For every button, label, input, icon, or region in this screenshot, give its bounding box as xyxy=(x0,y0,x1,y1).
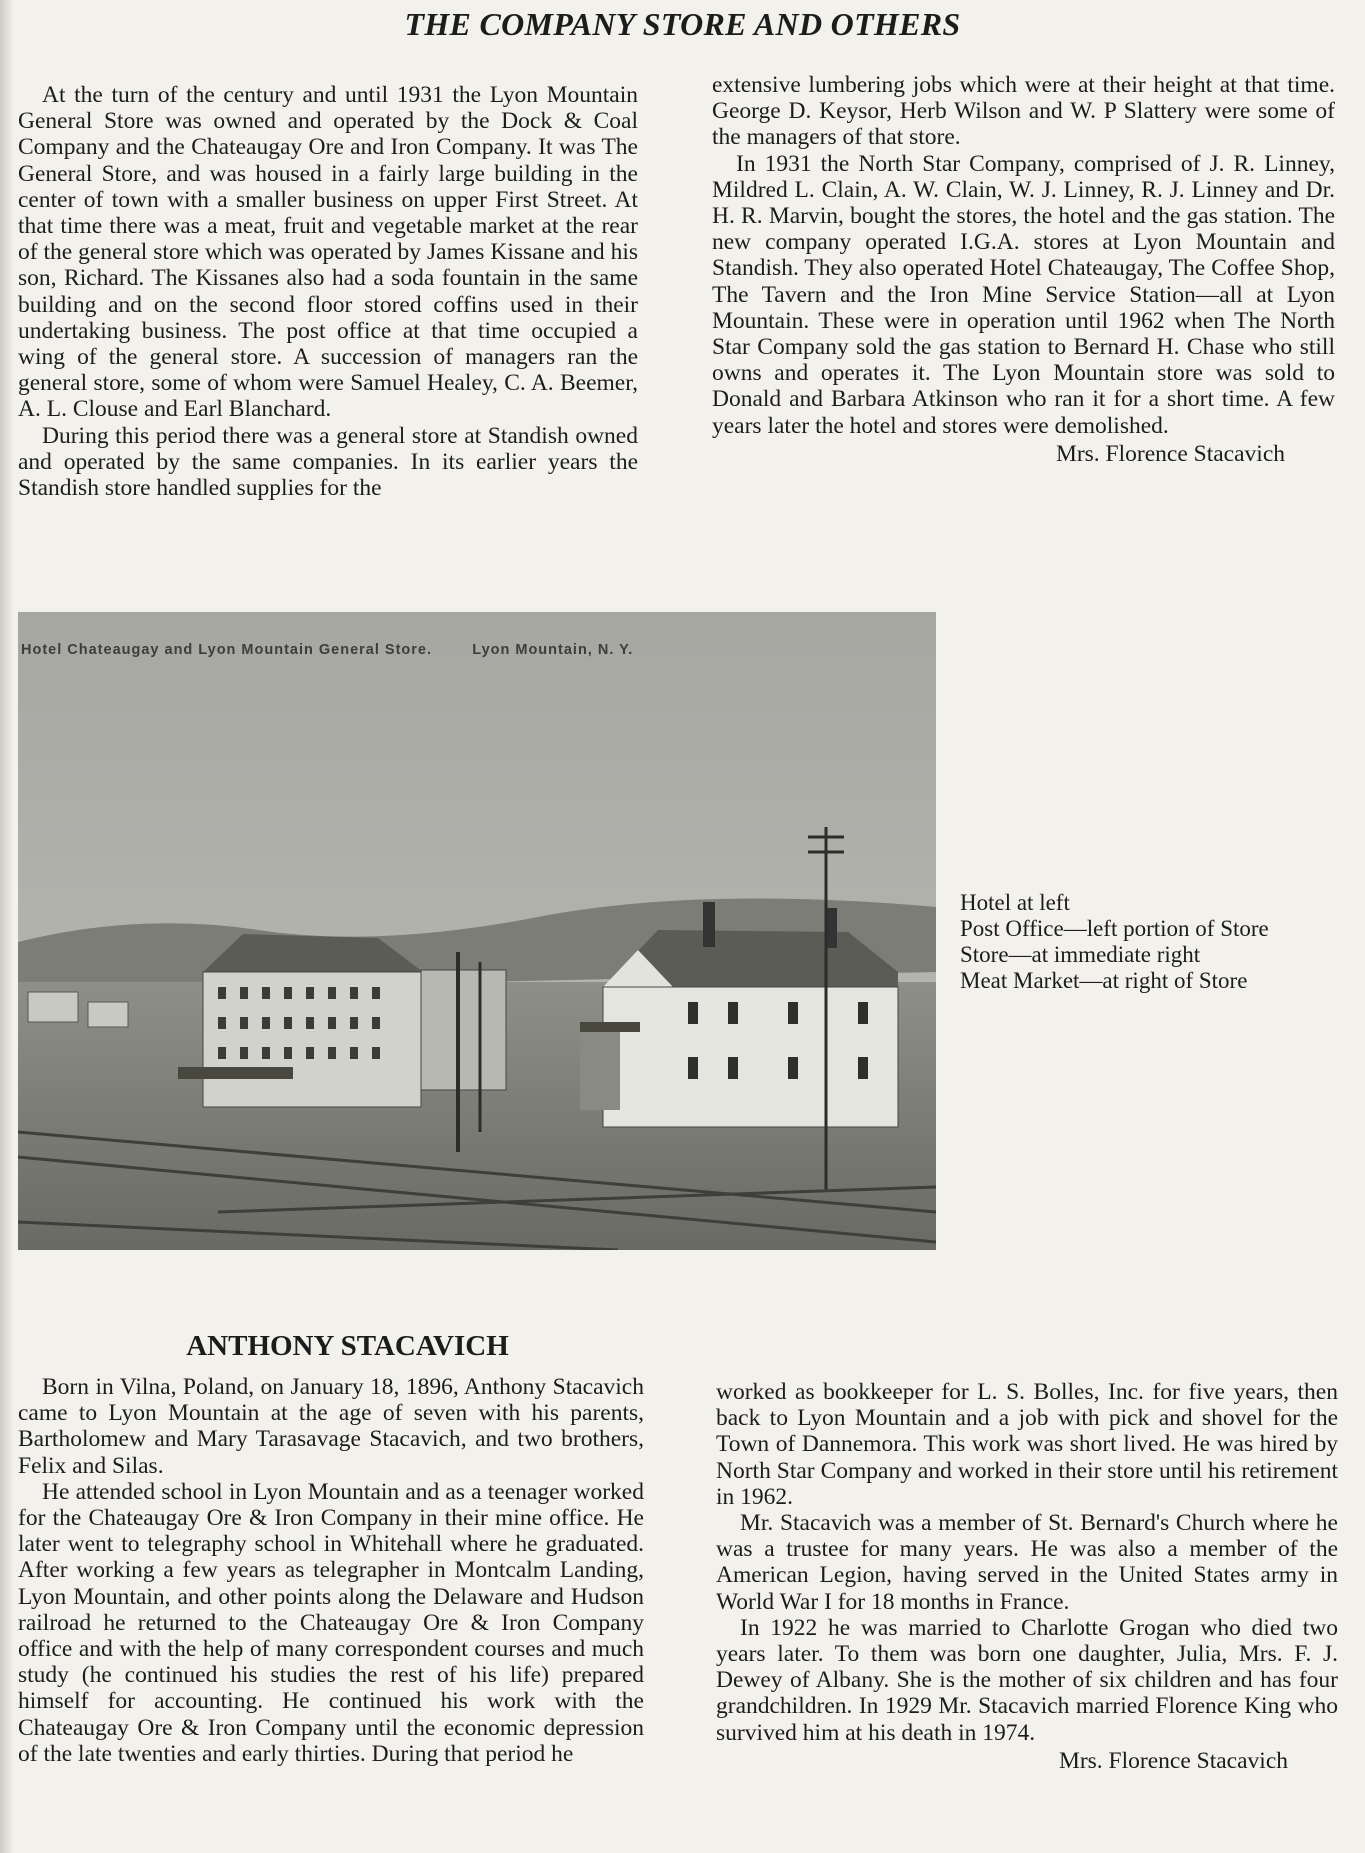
legend-line: Hotel at left xyxy=(960,890,1070,915)
author-signature: Mrs. Florence Stacavich xyxy=(1058,1747,1288,1774)
article-column-1 xyxy=(18,82,638,501)
photo-caption xyxy=(21,642,633,658)
article-column-3 xyxy=(18,1374,644,1767)
photo-caption-right: Lyon Mountain, N. Y. xyxy=(472,642,634,658)
article-column-2 xyxy=(712,72,1335,467)
paragraph: extensive lumbering jobs which were at their height at that time. George D. Keysor, Herb Wilson and W. P Slattery were some of the managers of that store. xyxy=(712,72,1335,151)
photo-caption-left: Hotel Chateaugay and Lyon Mountain General Store. xyxy=(21,642,433,658)
page-title: THE COMPANY STORE AND OTHERS xyxy=(404,6,961,42)
photo-legend xyxy=(960,890,1269,994)
paragraph: worked as bookkeeper for L. S. Bolles, Inc. for five years, then back to Lyon Mountain and a job with pick and shovel for the Town of Dannemora. This work was short lived. He was hired by North Star Company and worked in their store until his retirement in 1962. xyxy=(716,1379,1338,1510)
legend-line: Meat Market—at right of Store xyxy=(960,968,1248,993)
article-column-4 xyxy=(716,1379,1338,1774)
legend-line: Store—at immediate right xyxy=(960,942,1201,967)
photo-illustration xyxy=(18,612,936,1250)
paragraph: In 1922 he was married to Charlotte Grogan who died two years later. To them was born one daughter, Julia, Mrs. F. J. Dewey of Albany. She is the mother of six children and has four grandchildren. In 1929 Mr. Stacavich married Florence King who survived him at his death in 1974. xyxy=(716,1614,1338,1746)
author-signature: Mrs. Florence Stacavich xyxy=(1055,440,1285,467)
paragraph: Born in Vilna, Poland, on January 18, 1896, Anthony Stacavich came to Lyon Mountain at the age of seven with his parents, Bartholomew and Mary Tarasavage Stacavich, and two brothers, Felix and Silas. xyxy=(18,1374,644,1479)
paragraph: During this period there was a general store at Standish owned and operated by the same companies. In its earlier years the Standish store handled supplies for the xyxy=(18,422,638,502)
paragraph: In 1931 the North Star Company, comprised of J. R. Linney, Mildred L. Clain, A. W. Clain, W. J. Linney, R. J. Linney and Dr. H. R. Marvin, bought the stores, the hotel and the gas station. The new company operated I.G.A. stores at Lyon Mountain and Standish. They also operated Hotel Chateaugay, The Coffee Shop, The Tavern and the Iron Mine Service Station—all at Lyon Mountain. These were in operation until 1962 when The North Star Company sold the gas station to Bernard H. Chase who still owns and operates it. The Lyon Mountain store was sold to Donald and Barbara Atkinson who ran it for a short time. A few years later the hotel and stores were demolished. xyxy=(712,150,1335,439)
historic-photo xyxy=(18,612,936,1250)
paragraph: Mr. Stacavich was a member of St. Bernard's Church where he was a trustee for many years. He was also a member of the American Legion, having served in the United States army in World War I for 18 months in France. xyxy=(716,1510,1338,1615)
legend-line: Post Office—left portion of Store xyxy=(960,916,1269,941)
paragraph: He attended school in Lyon Mountain and as a teenager worked for the Chateaugay Ore & Iron Company in their mine office. He later went to telegraphy school in Whitehall where he graduated. After working a few years as telegrapher in Montcalm Landing, Lyon Mountain, and other points along the Delaware and Hudson railroad he returned to the Chateaugay Ore & Iron Company office and with the help of many correspondent courses and much study (he continued his studies the rest of his life) prepared himself for accounting. He continued his work with the Chateaugay Ore & Iron Company until the economic depression of the late twenties and early thirties. During that period he xyxy=(18,1478,644,1767)
paragraph: At the turn of the century and until 1931 the Lyon Mountain General Store was owned and operated by the Dock & Coal Company and the Chateaugay Ore and Iron Company. It was The General Store, and was housed in a fairly large building in the center of town with a smaller business on upper First Street. At that time there was a meat, fruit and vegetable market at the rear of the general store which was operated by James Kissane and his son, Richard. The Kissanes also had a soda fountain in the same building and on the second floor stored coffins used in their undertaking business. The post office at that time occupied a wing of the general store. A succession of managers ran the general store, some of whom were Samuel Healey, C. A. Beemer, A. L. Clouse and Earl Blanchard. xyxy=(18,82,638,423)
section-heading: ANTHONY STACAVICH xyxy=(186,1330,509,1362)
